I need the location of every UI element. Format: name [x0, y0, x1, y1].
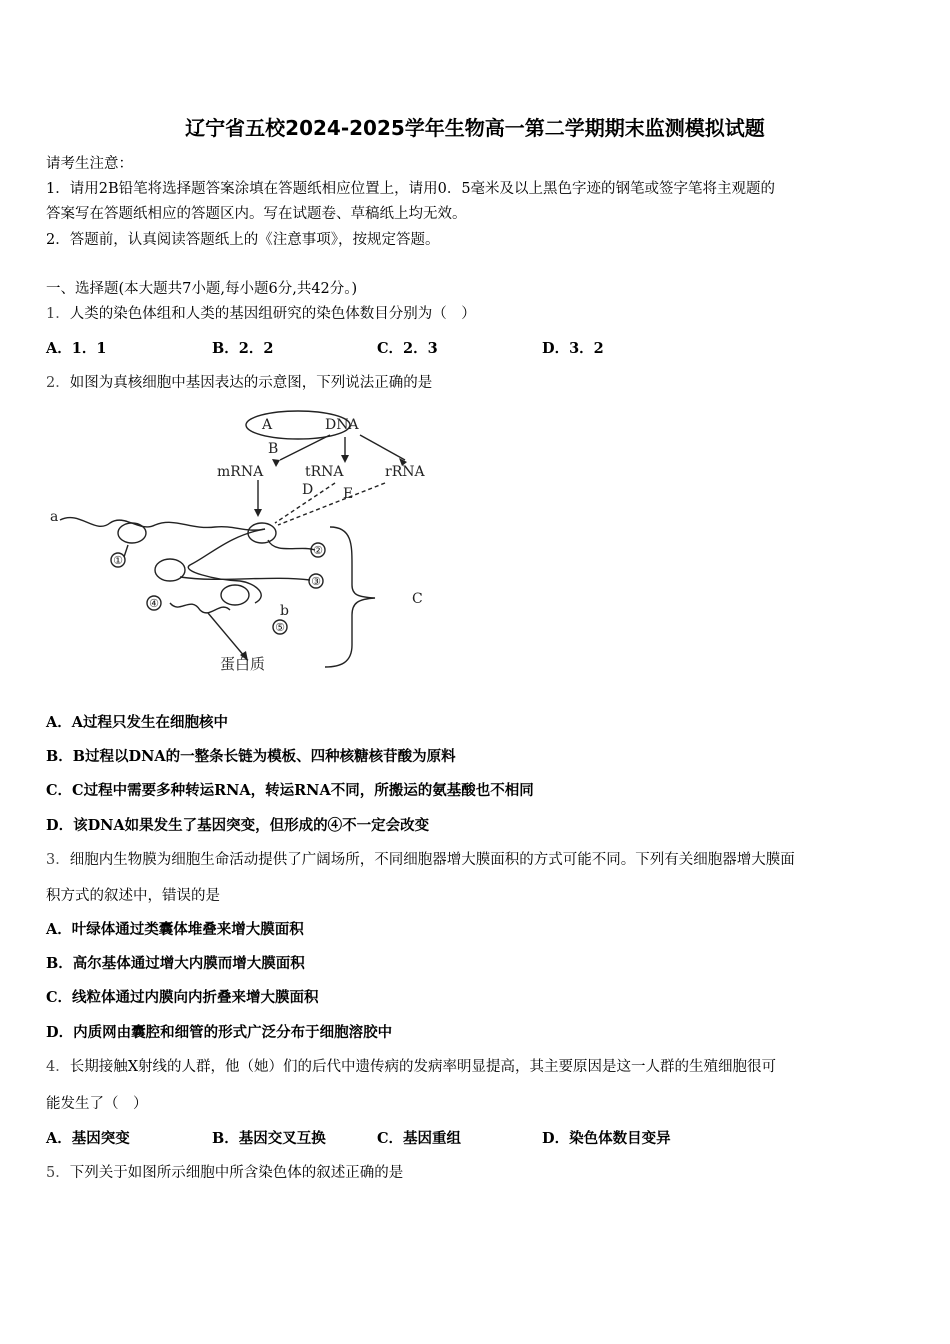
question-4-option-b: B．基因交叉互换 — [212, 1130, 326, 1147]
label-protein: 蛋白质 — [220, 655, 266, 673]
dashed-arrow-e — [278, 483, 385, 525]
notice-item-1-line-1: 1．请用2B铅笔将选择题答案涂填在答题纸相应位置上，请用0．5毫米及以上黑色字迹的钢笔或签字笔将主观题的 — [46, 181, 776, 197]
ribosome-1 — [118, 523, 146, 543]
arrowhead-mrna — [272, 459, 280, 467]
label-2: ② — [313, 544, 323, 557]
question-1-text: 人类的染色体组和人类的基因组研究的染色体数目分别为（ ） — [69, 306, 476, 322]
question-3-option-a: A．叶绿体通过类囊体堆叠来增大膜面积 — [46, 921, 304, 938]
question-1-stem — [46, 302, 476, 323]
label-d: D — [302, 482, 314, 498]
question-1-option-a: A．1．1 — [46, 340, 107, 357]
label-e: E — [343, 486, 354, 502]
question-3-option-b: B．高尔基体通过增大内膜而增大膜面积 — [46, 955, 305, 972]
label-1: ① — [113, 554, 123, 567]
mrna-curve — [188, 529, 265, 603]
arrowhead-trna — [341, 455, 349, 463]
gene-expression-diagram — [40, 405, 460, 680]
arrowhead-ribosome — [254, 509, 262, 517]
question-2-option-a: A．A过程只发生在细胞核中 — [46, 714, 228, 731]
label-rrna: rRNA — [385, 464, 425, 480]
label-c: C — [412, 591, 423, 607]
question-1-number: 1． — [46, 306, 70, 322]
label-b-lower: b — [280, 603, 289, 619]
question-2-stem — [46, 371, 432, 392]
question-4-text-line-1: 长期接触X射线的人群，他（她）们的后代中遗传病的发病率明显提高，其主要原因是这一人群的生殖细胞很可 — [69, 1059, 777, 1075]
page-title: 辽宁省五校2024-2025学年生物高一第二学期期末监测模拟试题 — [185, 116, 765, 140]
bracket-c — [325, 527, 375, 667]
notice-heading: 请考生注意： — [46, 156, 133, 172]
question-2-text: 如图为真核细胞中基因表达的示意图，下列说法正确的是 — [69, 375, 433, 391]
question-2-number: 2． — [46, 375, 70, 391]
label-mrna: mRNA — [217, 464, 264, 480]
mrna-strand — [60, 518, 265, 531]
label-a-upper: A — [262, 417, 273, 433]
label-b-upper: B — [268, 441, 279, 457]
question-2-option-b: B．B过程以DNA的一整条长链为模板、四种核糖核苷酸为原料 — [46, 748, 456, 765]
question-1-option-c: C．2．3 — [377, 340, 438, 357]
question-3-option-c: C．线粒体通过内膜向内折叠来增大膜面积 — [46, 989, 319, 1006]
polypeptide-1 — [124, 545, 128, 557]
polypeptide-2 — [268, 540, 315, 550]
polypeptide-4 — [170, 603, 230, 613]
question-4-option-c: C．基因重组 — [377, 1130, 462, 1147]
question-5-number: 5． — [46, 1165, 70, 1181]
arrow-to-rrna — [360, 435, 405, 460]
label-3: ③ — [311, 575, 321, 588]
question-3-option-d: D．内质网由囊腔和细管的形式广泛分布于细胞溶胶中 — [46, 1024, 393, 1041]
question-3-number: 3． — [46, 852, 70, 868]
notice-item-2: 2．答题前，认真阅读答题纸上的《注意事项》，按规定答题。 — [46, 232, 440, 248]
question-3-text-line-1: 细胞内生物膜为细胞生命活动提供了广阔场所，不同细胞器增大膜面积的方式可能不同。下列有关细胞器增大膜面 — [69, 852, 795, 868]
question-1-option-b: B．2．2 — [212, 340, 274, 357]
question-1-option-d: D．3．2 — [542, 340, 604, 357]
polypeptide-3 — [180, 577, 310, 580]
notice-item-1-line-2: 答案写在答题纸相应的答题区内。写在试题卷、草稿纸上均无效。 — [46, 206, 467, 222]
question-4-stem-line-2: 能发生了（ ） — [46, 1096, 148, 1112]
label-dna: DNA — [325, 417, 359, 433]
question-4-stem-line-1 — [46, 1055, 776, 1076]
question-4-option-d: D．染色体数目变异 — [542, 1130, 671, 1147]
question-3-stem-line-2: 积方式的叙述中，错误的是 — [46, 888, 220, 904]
ribosome-2 — [248, 523, 276, 543]
section-heading: 一、选择题(本大题共7小题,每小题6分,共42分。) — [46, 281, 358, 297]
question-5-stem — [46, 1161, 403, 1182]
question-2-option-d: D．该DNA如果发生了基因突变，但形成的④不一定会改变 — [46, 817, 430, 834]
question-4-number: 4． — [46, 1059, 70, 1075]
label-4: ④ — [149, 597, 159, 610]
ribosome-4 — [221, 585, 249, 605]
question-2-option-c: C．C过程中需要多种转运RNA，转运RNA不同，所搬运的氨基酸也不相同 — [46, 782, 534, 799]
label-5: ⑤ — [275, 621, 285, 634]
label-trna: tRNA — [305, 464, 344, 480]
question-3-stem-line-1 — [46, 848, 795, 869]
question-5-text: 下列关于如图所示细胞中所含染色体的叙述正确的是 — [69, 1165, 404, 1181]
question-4-option-a: A．基因突变 — [46, 1130, 130, 1147]
label-a-lower: a — [50, 509, 59, 525]
arrow-to-protein — [208, 613, 245, 657]
